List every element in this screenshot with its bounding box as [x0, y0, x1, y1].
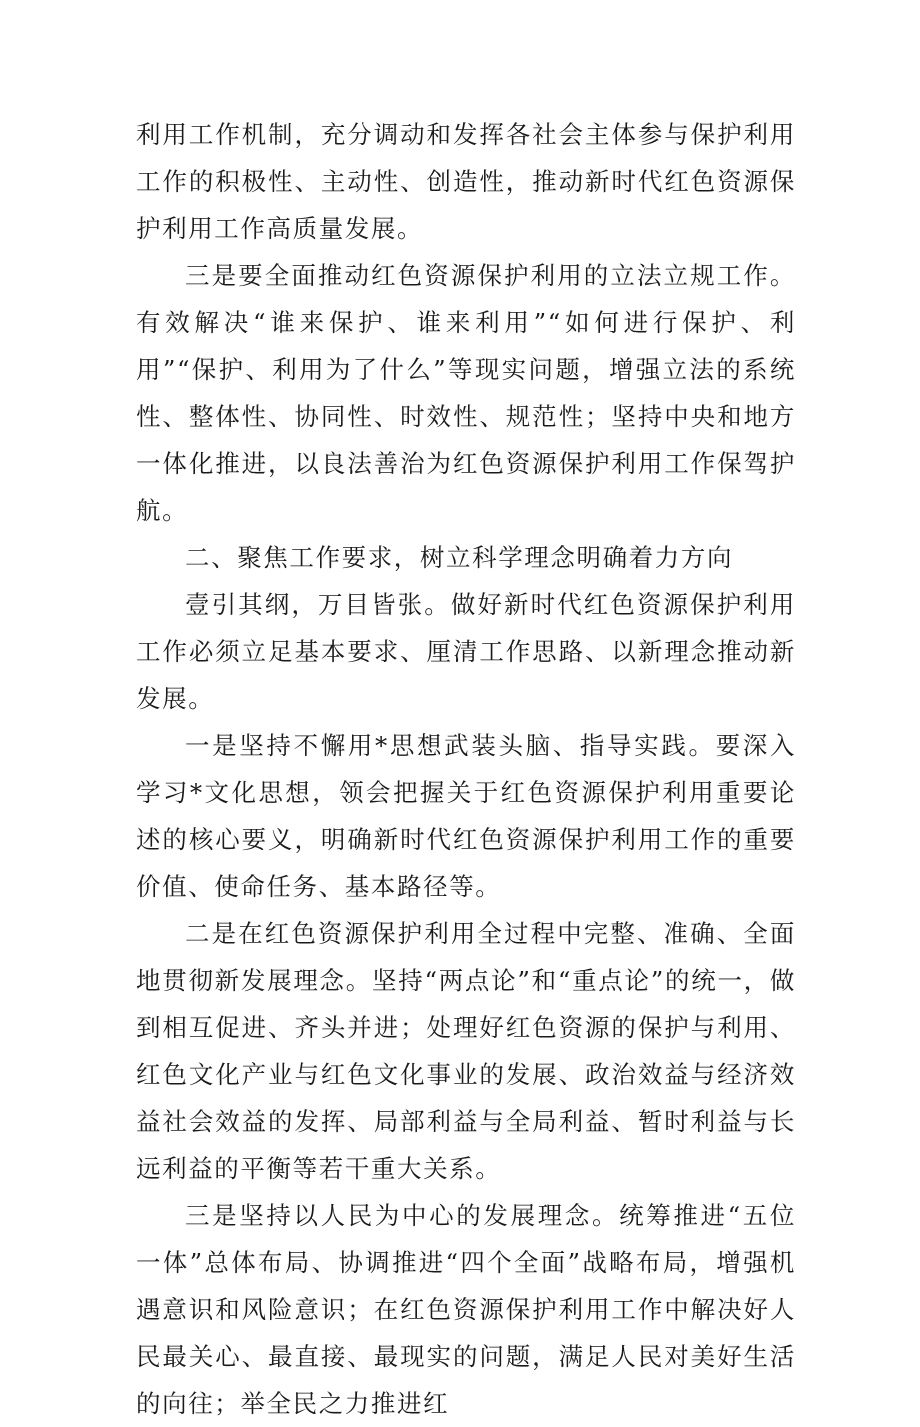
paragraph-point-three-legislation: 三是要全面推动红色资源保护利用的立法立规工作。有效解决“谁来保护、谁来利用”“如何进行保护、利用”“保护、利用为了什么”等现实问题，增强立法的系统性、整体性、协同性、时效性、规范性；坚持中央和地方一体化推进，以良法善治为红色资源保护利用工作保驾护航。 — [136, 261, 796, 525]
paragraph-point-three-people: 三是坚持以人民为中心的发展理念。统筹推进“五位一体”总体布局、协调推进“四个全面”战略布局，增强机遇意识和风险意识；在红色资源保护利用工作中解决好人民最关心、最直接、最现实的问题，满足人民对美好生活的向往；举全民之力推进红 — [136, 1201, 796, 1418]
paragraph-point-two-development: 二是在红色资源保护利用全过程中完整、准确、全面地贯彻新发展理念。坚持“两点论”和“重点论”的统一，做到相互促进、齐头并进；处理好红色资源的保护与利用、红色文化产业与红色文化事业的发展、政治效益与经济效益社会效益的发挥、局部利益与全局利益、暂时利益与长远利益的平衡等若干重大关系。 — [136, 919, 796, 1183]
paragraph-continuation: 利用工作机制，充分调动和发挥各社会主体参与保护利用工作的积极性、主动性、创造性，推动新时代红色资源保护利用工作高质量发展。 — [136, 120, 796, 243]
paragraph-point-one-theory: 一是坚持不懈用*思想武装头脑、指导实践。要深入学习*文化思想，领会把握关于红色资源保护利用重要论述的核心要义，明确新时代红色资源保护利用工作的重要价值、使命任务、基本路径等。 — [136, 731, 796, 901]
paragraph-section-two-intro: 壹引其纲，万目皆张。做好新时代红色资源保护利用工作必须立足基本要求、厘清工作思路、以新理念推动新发展。 — [136, 590, 796, 713]
document-body — [136, 111, 796, 1427]
section-heading-two: 二、聚焦工作要求，树立科学理念明确着力方向 — [185, 543, 734, 572]
